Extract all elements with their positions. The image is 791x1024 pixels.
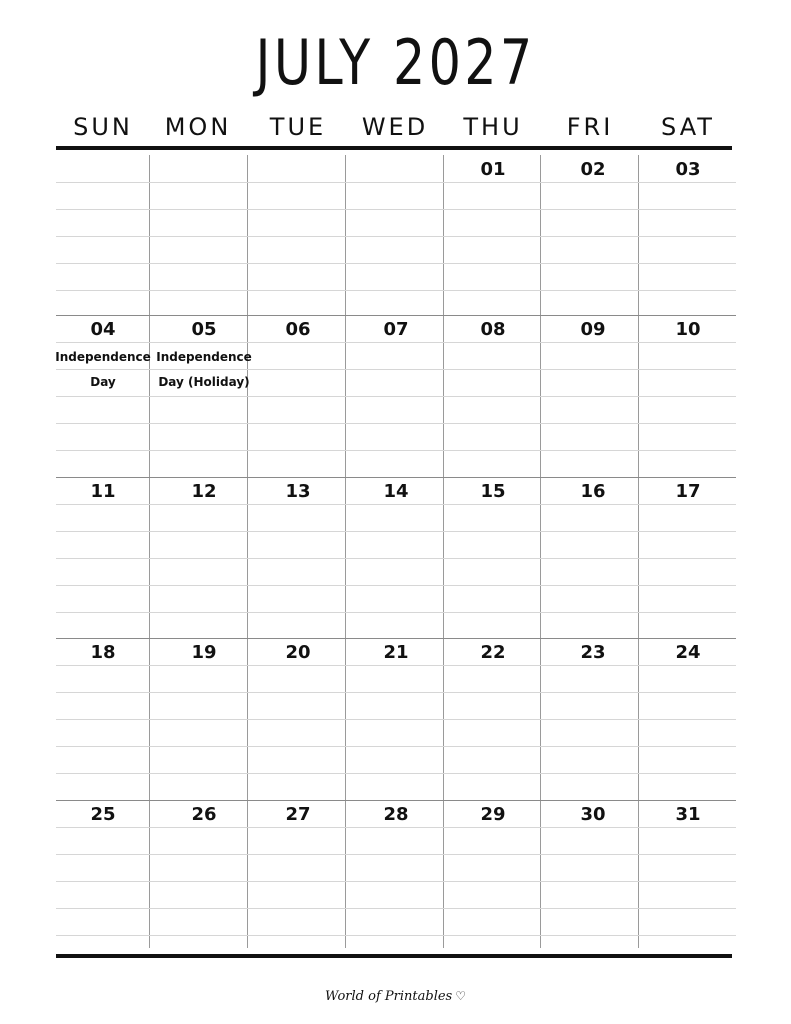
day-number: 09: [580, 319, 606, 340]
day-number: 13: [285, 481, 311, 502]
event-label: Independence: [156, 350, 252, 364]
day-number: 18: [90, 642, 116, 663]
day-number: 04: [90, 319, 116, 340]
day-number: 05: [191, 319, 217, 340]
footer-rule: [56, 954, 732, 958]
weekday-mon: MON: [164, 113, 232, 141]
column-divider: [247, 155, 248, 948]
event-label: Day: [90, 375, 116, 389]
writing-line: [56, 531, 736, 532]
day-number: 08: [480, 319, 506, 340]
writing-line: [56, 827, 736, 828]
day-number: 10: [675, 319, 701, 340]
writing-line: [56, 665, 736, 666]
weekday-fri: FRI: [566, 113, 614, 141]
column-divider: [638, 155, 639, 948]
writing-line: [56, 881, 736, 882]
writing-line: [56, 290, 736, 291]
writing-line: [56, 504, 736, 505]
day-number: 15: [480, 481, 506, 502]
writing-line: [56, 854, 736, 855]
day-number: 16: [580, 481, 606, 502]
day-number: 01: [480, 159, 506, 180]
heart-icon: ♡: [455, 989, 466, 1003]
writing-line: [56, 773, 736, 774]
day-number: 30: [580, 804, 606, 825]
writing-line: [56, 450, 736, 451]
column-divider: [443, 155, 444, 948]
writing-line: [56, 558, 736, 559]
writing-line: [56, 423, 736, 424]
event-label: Independence: [55, 350, 151, 364]
writing-line: [56, 182, 736, 183]
day-number: 31: [675, 804, 701, 825]
column-divider: [540, 155, 541, 948]
writing-line: [56, 692, 736, 693]
writing-line: [56, 209, 736, 210]
day-number: 17: [675, 481, 701, 502]
day-number: 22: [480, 642, 506, 663]
writing-line: [56, 263, 736, 264]
calendar-grid: [56, 155, 736, 948]
writing-line: [56, 396, 736, 397]
brand-text: World of Printables: [325, 989, 453, 1004]
day-number: 23: [580, 642, 606, 663]
page-title: JULY 2027: [255, 26, 536, 99]
week-divider: [56, 477, 736, 478]
writing-line: [56, 236, 736, 237]
day-number: 20: [285, 642, 311, 663]
day-number: 07: [383, 319, 409, 340]
weekday-sun: SUN: [73, 113, 133, 141]
column-divider: [345, 155, 346, 948]
weekday-sat: SAT: [661, 113, 715, 141]
day-number: 14: [383, 481, 409, 502]
writing-line: [56, 908, 736, 909]
day-number: 26: [191, 804, 217, 825]
event-label: Day (Holiday): [158, 375, 250, 389]
writing-line: [56, 612, 736, 613]
week-divider: [56, 638, 736, 639]
week-divider: [56, 800, 736, 801]
day-number: 11: [90, 481, 116, 502]
writing-line: [56, 585, 736, 586]
day-number: 06: [285, 319, 311, 340]
writing-line: [56, 935, 736, 936]
column-divider: [149, 155, 150, 948]
day-number: 03: [675, 159, 701, 180]
day-number: 02: [580, 159, 606, 180]
day-number: 28: [383, 804, 409, 825]
day-number: 12: [191, 481, 217, 502]
day-number: 25: [90, 804, 116, 825]
weekday-thu: THU: [463, 113, 523, 141]
writing-line: [56, 719, 736, 720]
writing-line: [56, 342, 736, 343]
header-rule: [56, 146, 732, 150]
day-number: 29: [480, 804, 506, 825]
writing-line: [56, 746, 736, 747]
day-number: 21: [383, 642, 409, 663]
day-number: 24: [675, 642, 701, 663]
footer-brand: [0, 986, 791, 1007]
weekday-tue: TUE: [269, 113, 327, 141]
week-divider: [56, 315, 736, 316]
day-number: 19: [191, 642, 217, 663]
weekday-wed: WED: [361, 113, 429, 141]
day-number: 27: [285, 804, 311, 825]
